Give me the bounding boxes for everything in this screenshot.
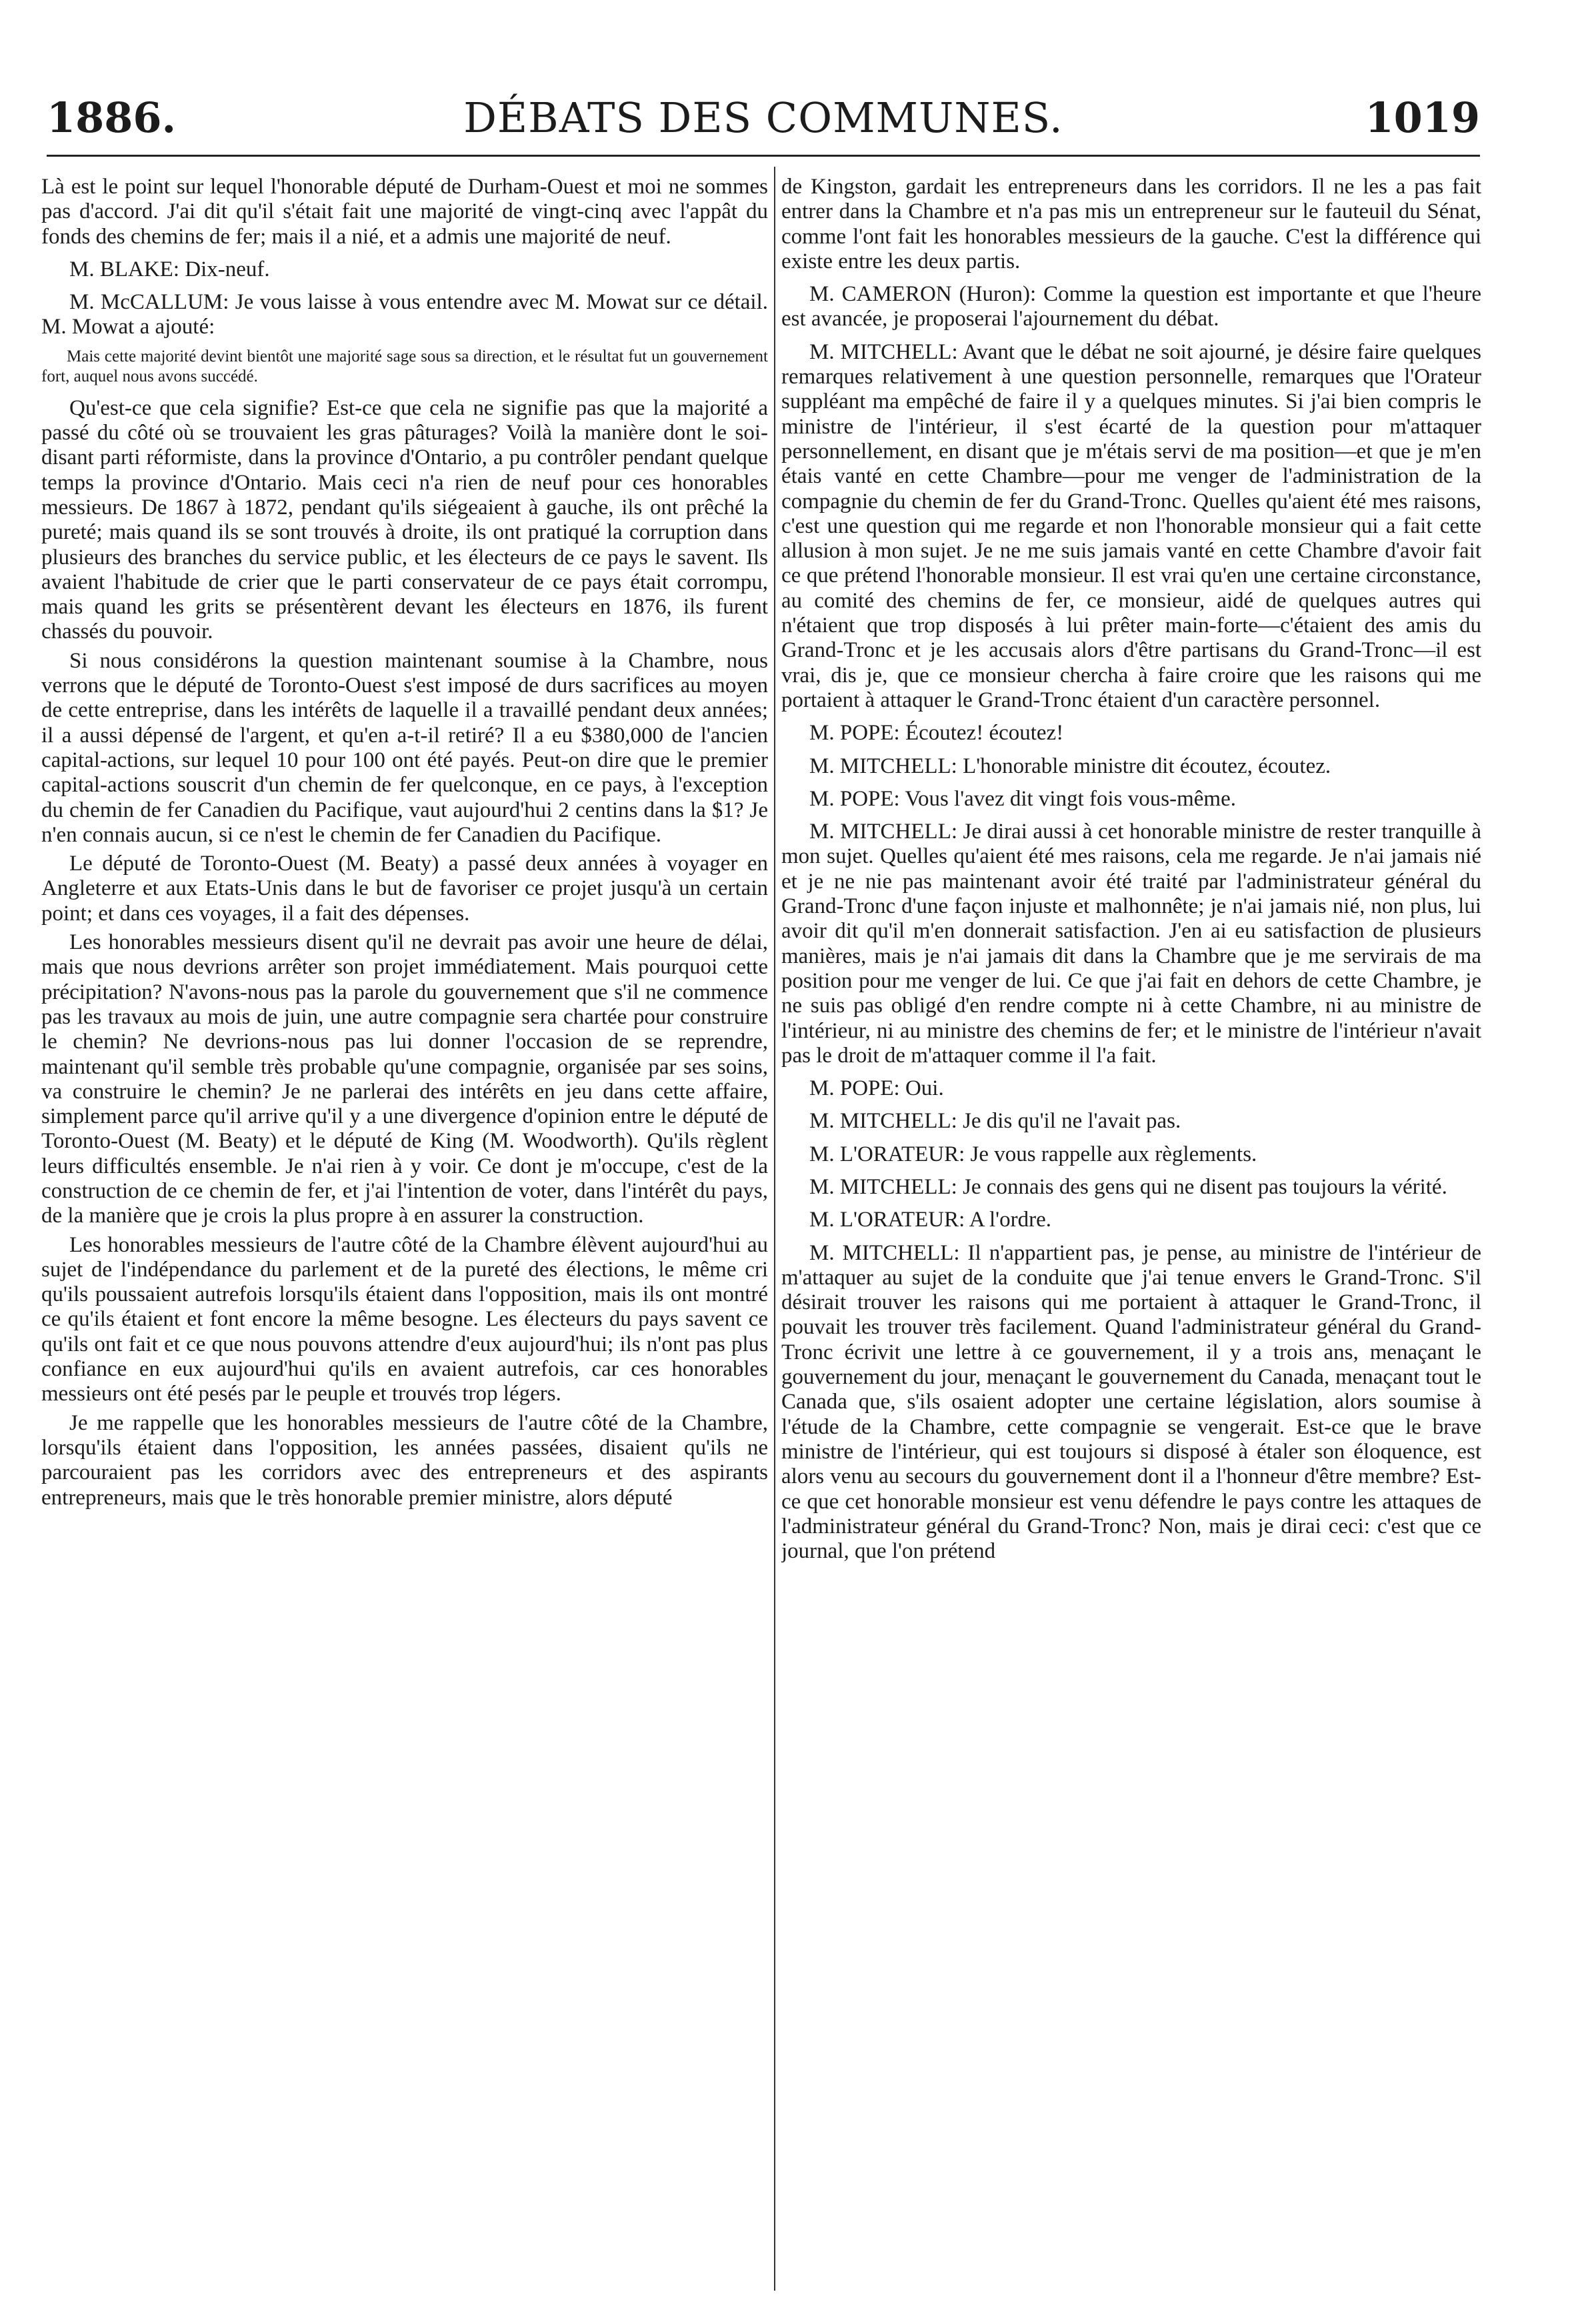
speaker-paragraph: M. L'ORATEUR: Je vous rappelle aux règlements. <box>809 1142 1257 1166</box>
left-column <box>41 175 768 2292</box>
speaker-paragraph: M. POPE: Écoutez! écoutez! <box>809 721 1064 746</box>
speaker-paragraph: M. MITCHELL: Je dirai aussi à cet honorable ministre de rester tranquille à mon sujet. Quelles qu'aient été mes raisons, cela me regarde. Je n'ai jamais nié et je ne nie pas maintenant avoir été traité par l'administrateur général du Grand-Tronc d'une façon injuste et malhonnête; je n'ai jamais nié, non plus, lui avoir dit qu'il m'en donnerait satisfaction. J'en ai eu satisfaction de plusieurs manières, mais je n'ai jamais dit dans la Chambre que je me servirais de ma position pour me venger de lui. Ce que j'ai fait en dehors de cette Chambre, je ne suis pas obligé d'en rendre compte ni à cette Chambre, ni au ministre de l'intérieur, ni au ministre des chemins de fer; et le ministre de l'intérieur n'avait pas le droit de m'attaquer comme il l'a fait. <box>781 820 1481 1068</box>
speaker-paragraph: M. McCALLUM: Je vous laisse à vous entendre avec M. Mowat sur ce détail. M. Mowat a ajouté: <box>41 290 768 339</box>
paragraph: Si nous considérons la question maintenant soumise à la Chambre, nous verrons que le député de Toronto-Ouest s'est imposé de durs sacrifices au moyen de cette entreprise, dans les intérêts de laquelle il a travaillé pendant deux années; il a aussi dépensé de l'argent, et qu'en a-t-il retiré? Il a eu $380,000 de l'ancien capital-actions, sur lequel 10 pour 100 ont été payés. Peut-on dire que le premier capital-actions souscrit d'un chemin de fer quelconque, en ce pays, à l'exception du chemin de fer Canadien du Pacifique, vaut aujourd'hui 2 centins dans la $1? Je n'en connais aucun, si ce n'est le chemin de fer Canadien du Pacifique. <box>41 648 768 847</box>
speaker-paragraph: M. CAMERON (Huron): Comme la question est importante et que l'heure est avancée, je proposerai l'ajournement du débat. <box>781 282 1481 331</box>
column-divider <box>774 167 775 2291</box>
speaker-paragraph: M. MITCHELL: Je dis qu'il ne l'avait pas. <box>809 1109 1181 1134</box>
speaker-paragraph: M. POPE: Vous l'avez dit vingt fois vous-même. <box>809 786 1236 811</box>
header-rule <box>47 155 1480 157</box>
paragraph: de Kingston, gardait les entrepreneurs dans les corridors. Il ne les a pas fait entrer dans la Chambre et n'a pas mis un entrepreneur sur le fauteuil du Sénat, comme l'ont fait les honorables messieurs de la gauche. C'est la différence qui existe entre les deux partis. <box>781 175 1481 273</box>
speaker-paragraph: M. MITCHELL: Il n'appartient pas, je pense, au ministre de l'intérieur de m'attaquer au sujet de la conduite que j'ai tenue envers le Grand-Tronc. S'il désirait trouver les raisons qui me portaient à attaquer le Grand-Tronc, il pouvait les trouver très facilement. Quand l'administrateur général du Grand-Tronc écrivit une lettre à ce gouvernement, il y a trois ans, menaçant le gouvernement du jour, menaçant le gouvernement du Canada, menaçant tout le Canada que, s'ils osaient adopter une certaine législation, alors soumise à l'étude de la Chambre, cette compagnie se vengerait. Est-ce que le brave ministre de l'intérieur, qui est toujours si disposé à étaler son éloquence, est alors venu au secours du gouvernement dont il a l'honneur d'être membre? Est-ce que cet honorable monsieur est venu défendre le pays contre les attaques de l'administrateur général du Grand-Tronc? Non, mais je dirai ceci: c'est que ce journal, que l'on prétend <box>781 1240 1481 1564</box>
right-column <box>781 175 1481 2292</box>
header-title: DÉBATS DES COMMUNES. <box>463 93 1063 142</box>
page-header <box>47 93 1480 147</box>
paragraph: Les honorables messieurs disent qu'il ne devrait pas avoir une heure de délai, mais que nous devrions arrêter son projet immédiatement. Mais pourquoi cette précipitation? N'avons-nous pas la parole du gouvernement que s'il ne commence pas les travaux au mois de juin, une autre compagnie sera chartée pour construire le chemin? Ne devrions-nous pas lui donner l'occasion de se reprendre, maintenant qu'il semble très probable qu'une compagnie, organisée par ses soins, va construire le chemin? Je ne parlerai des intérêts en jeu dans cette affaire, simplement parce qu'il arrive qu'il y a une divergence d'opinion entre le député de Toronto-Ouest (M. Beaty) et le député de King (M. Woodworth). Qu'ils règlent leurs difficultés ensemble. Je n'ai rien à y voir. Ce dont je m'occupe, c'est de la construction de ce chemin de fer, et j'ai l'intention de voter, dans l'intérêt du pays, de la manière que je crois la plus propre à en assurer la construction. <box>41 930 768 1228</box>
paragraph: Les honorables messieurs de l'autre côté de la Chambre élèvent aujourd'hui au sujet de l'indépendance du parlement et de la pureté des élections, le même cri qu'ils poussaient autrefois lorsqu'ils étaient dans l'opposition, mais ils ont montré ce qu'ils étaient et font encore la même besogne. Les électeurs du pays savent ce qu'ils ont fait et ce que nous pouvons attendre d'eux aujourd'hui; ils n'ont pas plus confiance en eux aujourd'hui qu'ils en avaient autrefois, car ces honorables messieurs ont été pesés par le peuple et trouvés trop légers. <box>41 1232 768 1406</box>
speaker-paragraph: M. MITCHELL: L'honorable ministre dit écoutez, écoutez. <box>809 754 1331 778</box>
header-page-number: 1019 <box>1365 93 1480 142</box>
speaker-paragraph: M. POPE: Oui. <box>809 1076 944 1101</box>
header-year: 1886. <box>47 93 177 142</box>
speaker-paragraph: M. MITCHELL: Avant que le débat ne soit ajourné, je désire faire quelques remarques relativement à une question personnelle, remarques que l'Orateur suppléant ma empêché de faire il y a quelques minutes. Si j'ai bien compris le ministre de l'intérieur, il s'est écarté de la question pour m'attaquer personnellement, en disant que je m'étais servi de ma position—et que je m'en étais vanté en cette Chambre—pour me venger de l'administration de la compagnie du chemin de fer du Grand-Tronc. Quelles qu'aient été mes raisons, c'est une question qui me regarde et non l'honorable monsieur qui a fait cette allusion à mon sujet. Je ne me suis jamais vanté en cette Chambre d'avoir fait ce que prétend l'honorable monsieur. Il est vrai qu'en une certaine circonstance, au comité des chemins de fer, ce monsieur, aidé de quelques autres qui n'étaient que trop disposés à lui prêter main-forte—c'étaient des amis du Grand-Tronc et je les accusais alors d'être partisans du Grand-Tronc—il est vrai, dis je, que ce monsieur chercha à faire croire que les raisons qui me portaient à attaquer le Grand-Tronc étaient d'un caractère personnel. <box>781 339 1481 712</box>
paragraph: Là est le point sur lequel l'honorable député de Durham-Ouest et moi ne sommes pas d'accord. J'ai dit qu'il s'était fait une majorité de vingt-cinq avec l'appât du fonds des chemins de fer; mais il a nié, et a admis une majorité de neuf. <box>41 175 768 249</box>
paragraph: Qu'est-ce que cela signifie? Est-ce que cela ne signifie pas que la majorité a passé du côté où se trouvaient les gras pâturages? Voilà la manière dont le soi-disant parti réformiste, dans la province d'Ontario, a pu contrôler pendant quelque temps la province d'Ontario. Mais ceci n'a rien de neuf pour ces honorables messieurs. De 1867 à 1872, pendant qu'ils siégeaient à gauche, ils ont prêché la pureté; mais quand ils se sont trouvés à droite, ils ont pratiqué la corruption dans plusieurs des branches du service public, et les électeurs de ce pays le savent. Ils avaient l'habitude de crier que le parti conservateur de ce pays était corrompu, mais quand les grits se présentèrent devant les électeurs en 1876, ils furent chassés du pouvoir. <box>41 395 768 644</box>
quotation: Mais cette majorité devint bientôt une majorité sage sous sa direction, et le résultat fut un gouvernement fort, auquel nous avons succédé. <box>41 347 768 385</box>
paragraph: Le député de Toronto-Ouest (M. Beaty) a passé deux années à voyager en Angleterre et aux Etats-Unis dans le but de favoriser ce projet jusqu'à un certain point; et dans ces voyages, il a fait des dépenses. <box>41 852 768 926</box>
speaker-paragraph: M. BLAKE: Dix-neuf. <box>69 257 270 281</box>
speaker-paragraph: M. L'ORATEUR: A l'ordre. <box>809 1208 1051 1232</box>
paragraph: Je me rappelle que les honorables messieurs de l'autre côté de la Chambre, lorsqu'ils étaient dans l'opposition, les années passées, disaient qu'ils ne parcouraient pas les corridors avec des entrepreneurs et des aspirants entrepreneurs, mais que le très honorable premier ministre, alors député <box>41 1410 768 1510</box>
speaker-paragraph: M. MITCHELL: Je connais des gens qui ne disent pas toujours la vérité. <box>809 1174 1447 1199</box>
